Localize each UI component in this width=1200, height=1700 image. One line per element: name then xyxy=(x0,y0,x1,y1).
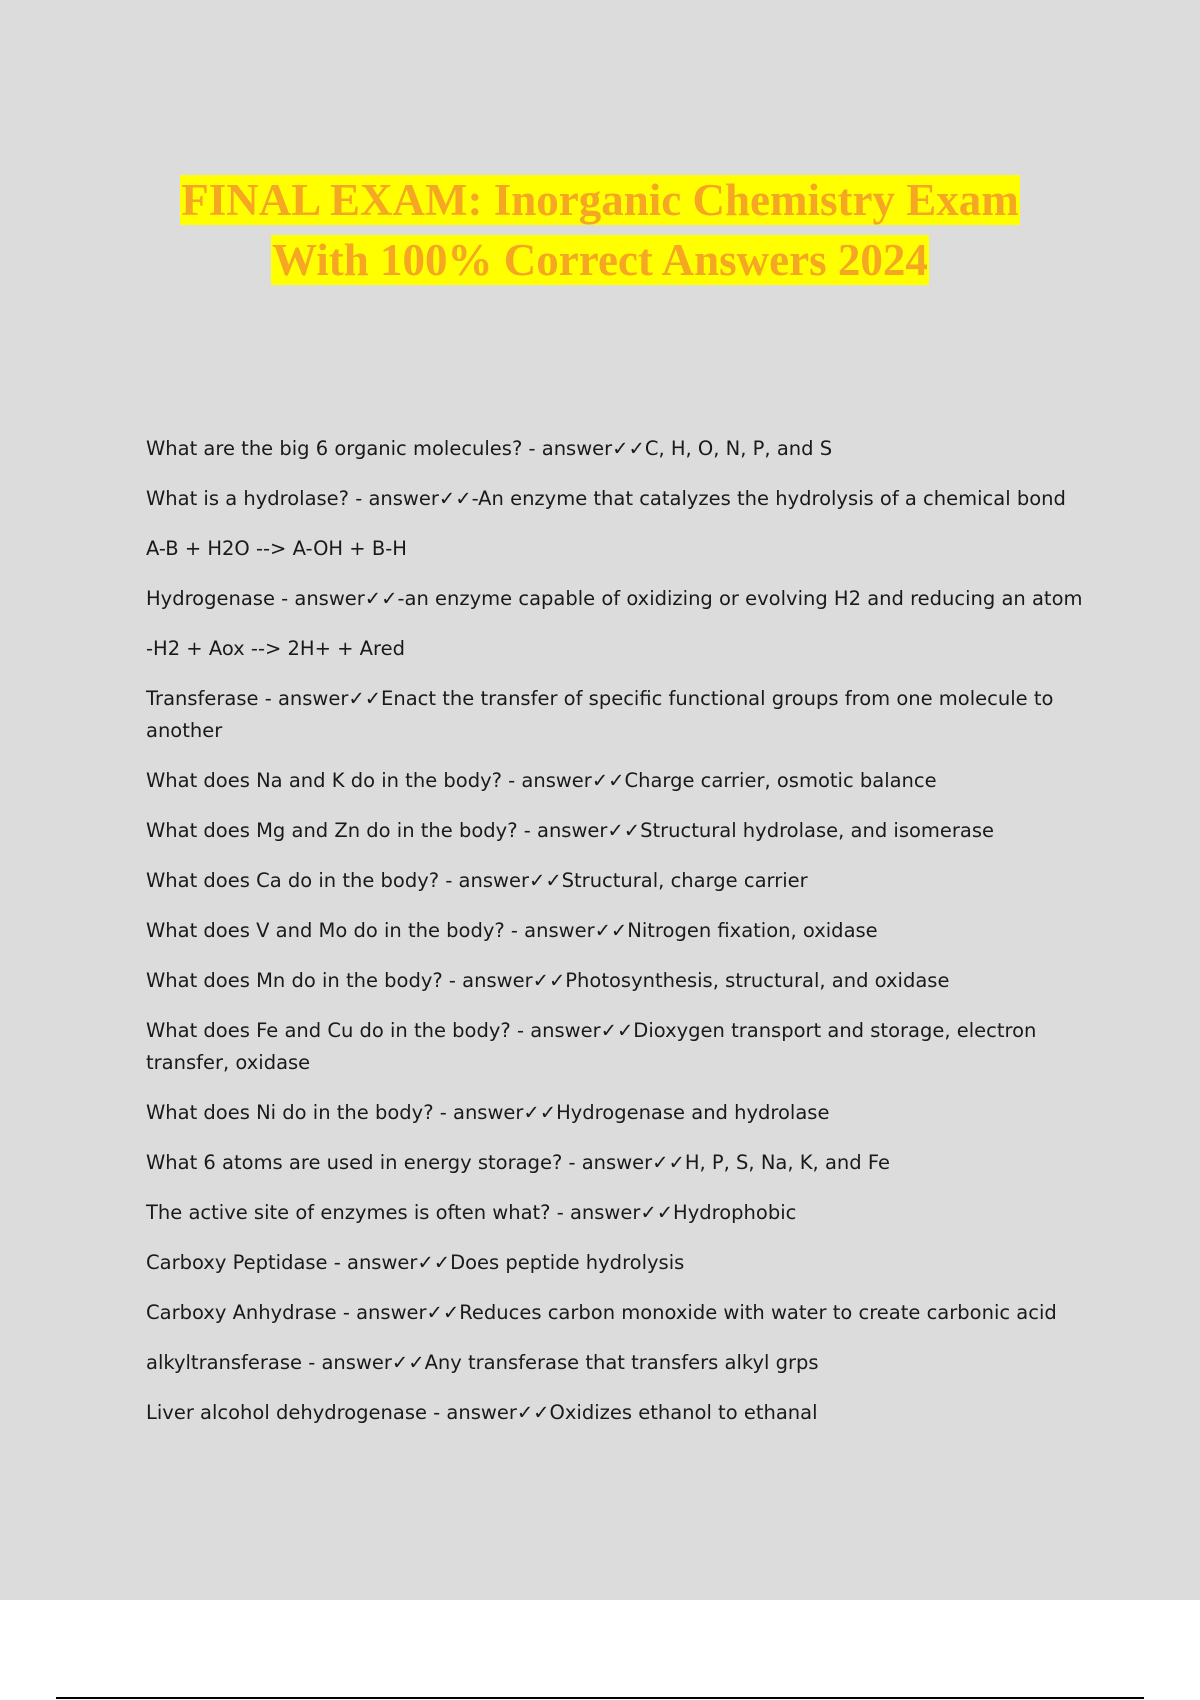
qa-item: The active site of enzymes is often what? - answer✓✓Hydrophobic xyxy=(146,1201,797,1224)
qa-item: What 6 atoms are used in energy storage? - answer✓✓H, P, S, Na, K, and Fe xyxy=(146,1151,890,1174)
qa-item: What does V and Mo do in the body? - answer✓✓Nitrogen fixation, oxidase xyxy=(146,919,878,942)
title-line-1: FINAL EXAM: Inorganic Chemistry Exam xyxy=(181,175,1019,225)
qa-item: Liver alcohol dehydrogenase - answer✓✓Oxidizes ethanol to ethanal xyxy=(146,1401,818,1424)
qa-list xyxy=(146,433,1096,1447)
qa-item: A-B + H2O --> A-OH + B-H xyxy=(146,537,407,560)
qa-item: What does Fe and Cu do in the body? - answer✓✓Dioxygen transport and storage, electron transfer, oxidase xyxy=(146,1019,1037,1074)
qa-item: Carboxy Anhydrase - answer✓✓Reduces carbon monoxide with water to create carbonic acid xyxy=(146,1301,1057,1324)
qa-item: What are the big 6 organic molecules? - answer✓✓C, H, O, N, P, and S xyxy=(146,437,833,460)
qa-item: What does Ca do in the body? - answer✓✓Structural, charge carrier xyxy=(146,869,808,892)
qa-item: Transferase - answer✓✓Enact the transfer of specific functional groups from one molecule to another xyxy=(146,687,1054,742)
qa-item: What is a hydrolase? - answer✓✓-An enzyme that catalyzes the hydrolysis of a chemical bond xyxy=(146,487,1066,510)
qa-item: Carboxy Peptidase - answer✓✓Does peptide hydrolysis xyxy=(146,1251,685,1274)
qa-item: What does Na and K do in the body? - answer✓✓Charge carrier, osmotic balance xyxy=(146,769,937,792)
title-line-2: With 100% Correct Answers 2024 xyxy=(272,235,928,285)
qa-item: What does Mg and Zn do in the body? - answer✓✓Structural hydrolase, and isomerase xyxy=(146,819,995,842)
qa-item: -H2 + Aox --> 2H+ + Ared xyxy=(146,637,405,660)
footer-rule xyxy=(56,1697,1144,1699)
document-title xyxy=(0,170,1200,290)
qa-item: What does Ni do in the body? - answer✓✓Hydrogenase and hydrolase xyxy=(146,1101,830,1124)
qa-item: What does Mn do in the body? - answer✓✓Photosynthesis, structural, and oxidase xyxy=(146,969,950,992)
qa-item: Hydrogenase - answer✓✓-an enzyme capable of oxidizing or evolving H2 and reducing an atom xyxy=(146,587,1083,610)
qa-item: alkyltransferase - answer✓✓Any transferase that transfers alkyl grps xyxy=(146,1351,819,1374)
